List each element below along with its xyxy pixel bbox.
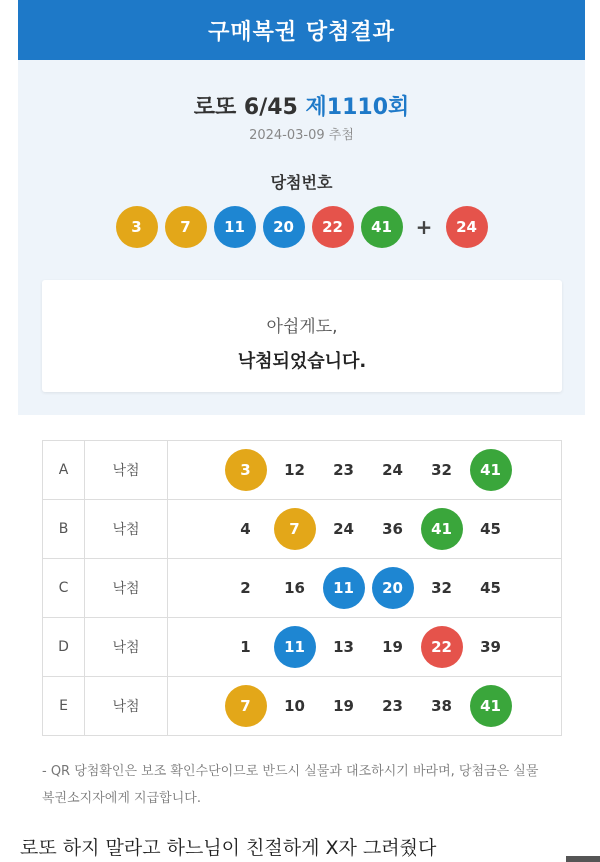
ticket-number: 32 — [431, 461, 452, 479]
ticket-number: 4 — [240, 520, 251, 538]
plus-sign: + — [415, 215, 433, 239]
matched-number: 41 — [470, 449, 512, 491]
ticket-number: 45 — [480, 520, 501, 538]
ticket-number: 19 — [382, 638, 403, 656]
ticket-number: 12 — [284, 461, 305, 479]
matched-number: 7 — [274, 508, 316, 550]
ticket-numbers — [168, 618, 561, 676]
matched-number: 20 — [372, 567, 414, 609]
ticket-letter: B — [43, 500, 85, 558]
result-message: 아쉽게도, — [266, 317, 338, 337]
ticket-number: 36 — [382, 520, 403, 538]
matched-number: 7 — [225, 685, 267, 727]
ticket-numbers — [168, 441, 561, 499]
bonus-ball: 24 — [446, 206, 488, 248]
ticket-number: 32 — [431, 579, 452, 597]
ticket-status: 낙첨 — [85, 500, 168, 558]
game-title — [18, 90, 585, 121]
result-status: 낙첨되었습니다. — [237, 351, 367, 372]
table-row — [43, 500, 561, 559]
ticket-number: 23 — [382, 697, 403, 715]
table-row — [43, 441, 561, 500]
matched-number: 41 — [421, 508, 463, 550]
table-row — [43, 677, 561, 735]
table-row — [43, 618, 561, 677]
ticket-number: 16 — [284, 579, 305, 597]
game-name: 로또 6/45 — [193, 95, 298, 120]
ticket-number: 23 — [333, 461, 354, 479]
winning-ball: 3 — [116, 206, 158, 248]
ticket-table — [42, 440, 562, 736]
matched-number: 11 — [274, 626, 316, 668]
corner-mark — [566, 856, 600, 862]
winning-ball: 11 — [214, 206, 256, 248]
draw-date: 2024-03-09 추첨 — [249, 128, 354, 143]
ticket-numbers — [168, 559, 561, 617]
ticket-number: 19 — [333, 697, 354, 715]
ticket-status: 낙첨 — [85, 677, 168, 735]
page-title: 구매복권 당첨결과 — [208, 19, 395, 45]
ticket-number: 10 — [284, 697, 305, 715]
notice-line: 복권소지자에게 지급합니다. — [42, 791, 201, 806]
table-row — [43, 559, 561, 618]
ticket-letter: C — [43, 559, 85, 617]
winning-numbers-row — [18, 206, 585, 248]
matched-number: 11 — [323, 567, 365, 609]
post-caption: 로또 하지 말라고 하느님이 친절하게 X자 그려줬다 — [20, 837, 437, 859]
ticket-numbers — [168, 500, 561, 558]
ticket-letter: D — [43, 618, 85, 676]
ticket-number: 24 — [333, 520, 354, 538]
matched-number: 22 — [421, 626, 463, 668]
ticket-number: 45 — [480, 579, 501, 597]
winning-ball: 41 — [361, 206, 403, 248]
draw-summary-panel — [18, 60, 585, 415]
matched-number: 3 — [225, 449, 267, 491]
header-bar — [18, 0, 585, 60]
ticket-number: 38 — [431, 697, 452, 715]
result-card — [42, 280, 562, 392]
matched-number: 41 — [470, 685, 512, 727]
ticket-letter: A — [43, 441, 85, 499]
ticket-letter: E — [43, 677, 85, 735]
winning-ball: 20 — [263, 206, 305, 248]
ticket-number: 24 — [382, 461, 403, 479]
ticket-status: 낙첨 — [85, 441, 168, 499]
winning-numbers-label: 당첨번호 — [270, 173, 333, 192]
ticket-status: 낙첨 — [85, 618, 168, 676]
notice-line: - QR 당첨확인은 보조 확인수단이므로 반드시 실물과 대조하시기 바라며, 당첨금은 실물 — [42, 764, 539, 779]
winning-ball: 7 — [165, 206, 207, 248]
notice-text — [42, 758, 567, 812]
ticket-status: 낙첨 — [85, 559, 168, 617]
ticket-number: 2 — [240, 579, 251, 597]
ticket-numbers — [168, 677, 561, 735]
winning-ball: 22 — [312, 206, 354, 248]
ticket-number: 39 — [480, 638, 501, 656]
ticket-number: 13 — [333, 638, 354, 656]
round-number: 제1110회 — [305, 95, 410, 120]
ticket-number: 1 — [240, 638, 251, 656]
